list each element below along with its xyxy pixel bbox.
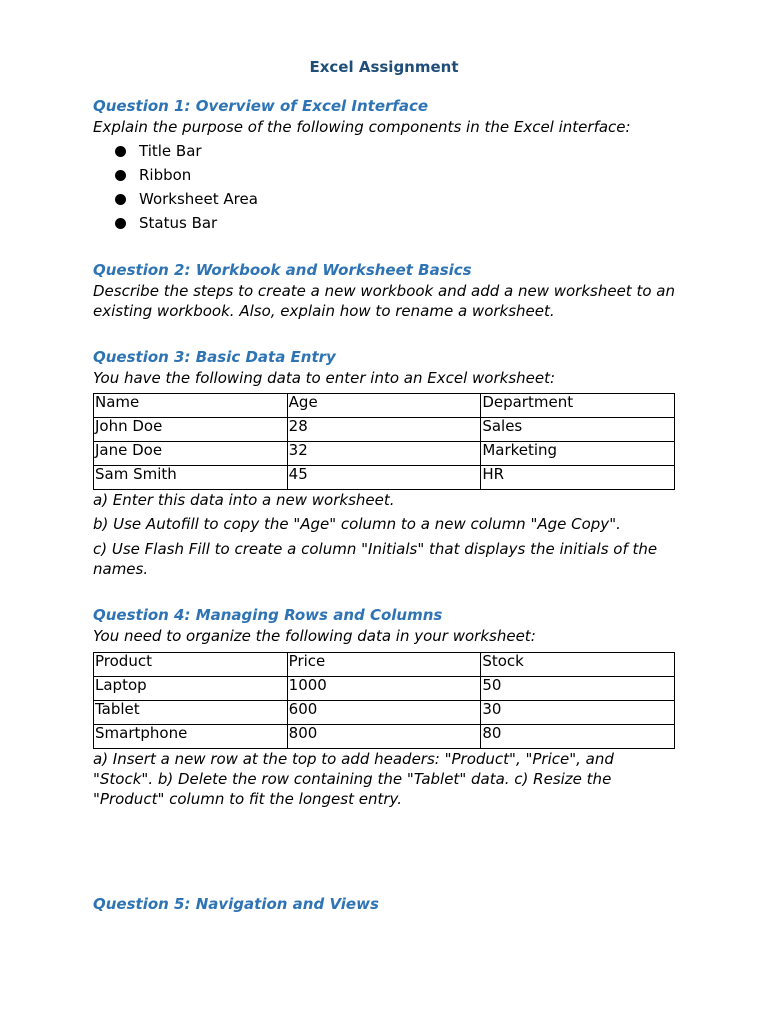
q3-heading: Question 3: Basic Data Entry: [93, 348, 336, 366]
table-cell: Age: [287, 394, 481, 418]
table-row: [94, 725, 675, 749]
bullet-dot-icon: [115, 194, 126, 205]
table-cell: Marketing: [481, 442, 675, 466]
table-cell: 30: [481, 701, 675, 725]
q4-data-table: [93, 652, 675, 749]
bullet-dot-icon: [115, 146, 126, 157]
table-cell: Smartphone: [94, 725, 288, 749]
q1-bullet-list: [115, 141, 258, 237]
table-cell: 600: [287, 701, 481, 725]
table-cell: Jane Doe: [94, 442, 288, 466]
bullet-item: Ribbon: [115, 165, 258, 189]
q1-prompt: Explain the purpose of the following components in the Excel interface:: [93, 118, 631, 136]
document-title: Excel Assignment: [309, 58, 459, 76]
table-cell: John Doe: [94, 418, 288, 442]
bullet-item: Title Bar: [115, 141, 258, 165]
table-cell: 45: [287, 466, 481, 490]
table-cell: Stock: [481, 653, 675, 677]
table-row: [94, 394, 675, 418]
table-row: [94, 442, 675, 466]
q4-prompt: You need to organize the following data in your worksheet:: [93, 627, 536, 645]
table-cell: Product: [94, 653, 288, 677]
table-row: [94, 677, 675, 701]
q4-instructions: a) Insert a new row at the top to add headers: "Product", "Price", and "Stock". b) Delete the row containing the "Tablet" data. c) Resize the "Product" column to fit the longest entry.: [93, 750, 614, 808]
table-cell: Tablet: [94, 701, 288, 725]
q3-prompt: You have the following data to enter into an Excel worksheet:: [93, 369, 556, 387]
table-row: [94, 701, 675, 725]
q3-data-table: [93, 393, 675, 490]
table-cell: 32: [287, 442, 481, 466]
table-row: [94, 466, 675, 490]
bullet-item: Worksheet Area: [115, 189, 258, 213]
q2-heading: Question 2: Workbook and Worksheet Basics: [93, 261, 472, 279]
table-row: [94, 653, 675, 677]
table-cell: 1000: [287, 677, 481, 701]
q5-heading: Question 5: Navigation and Views: [93, 895, 379, 913]
table-cell: 28: [287, 418, 481, 442]
bullet-dot-icon: [115, 218, 126, 229]
bullet-dot-icon: [115, 170, 126, 181]
table-cell: 50: [481, 677, 675, 701]
table-cell: Price: [287, 653, 481, 677]
q2-prompt: Describe the steps to create a new workbook and add a new worksheet to an existing workbook. Also, explain how to rename a worksheet.: [93, 282, 675, 320]
table-cell: 80: [481, 725, 675, 749]
table-cell: Sales: [481, 418, 675, 442]
table-cell: HR: [481, 466, 675, 490]
q3-part-b: b) Use Autofill to copy the "Age" column to a new column "Age Copy".: [93, 515, 621, 533]
table-cell: 800: [287, 725, 481, 749]
q4-heading: Question 4: Managing Rows and Columns: [93, 606, 443, 624]
table-cell: Sam Smith: [94, 466, 288, 490]
table-cell: Department: [481, 394, 675, 418]
bullet-item: Status Bar: [115, 213, 258, 237]
table-cell: Name: [94, 394, 288, 418]
q3-part-c: c) Use Flash Fill to create a column "Initials" that displays the initials of the names.: [93, 540, 658, 578]
q3-part-a: a) Enter this data into a new worksheet.: [93, 491, 395, 509]
table-row: [94, 418, 675, 442]
table-cell: Laptop: [94, 677, 288, 701]
q1-heading: Question 1: Overview of Excel Interface: [93, 97, 429, 115]
